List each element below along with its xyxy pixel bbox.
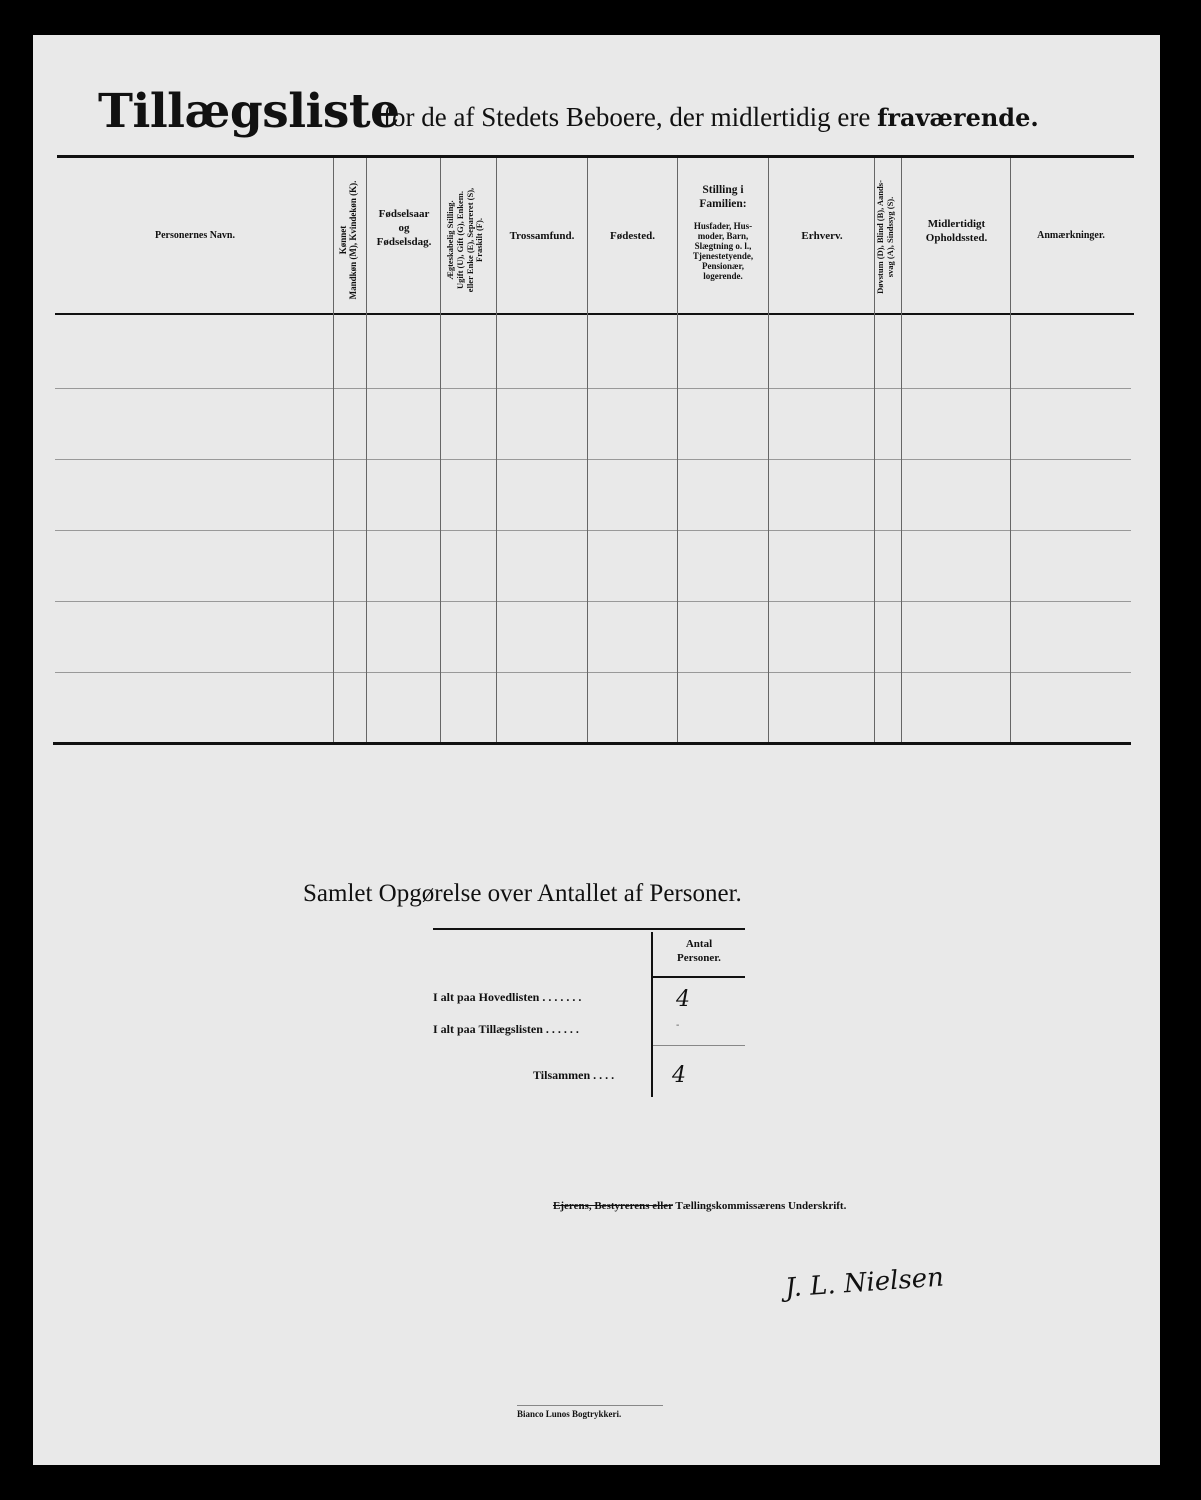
col-header-religion: Trossamfund. — [509, 230, 575, 242]
summary-row-value: - — [676, 1020, 680, 1031]
col-header-name: Personernes Navn. — [155, 230, 235, 241]
form-subtitle — [383, 104, 1039, 131]
col-line — [440, 158, 441, 742]
col-header-temp-residence: Midlertidigt Opholdssted. — [925, 218, 988, 244]
signature-caption — [553, 1200, 846, 1212]
printer-rule — [517, 1405, 663, 1406]
col-line — [496, 158, 497, 742]
col-line — [1010, 158, 1011, 742]
col-header-occupation: Erhverv. — [801, 230, 843, 242]
subtitle-plain: for de af Stedets Beboere, der midlertidig ere — [383, 102, 871, 132]
summary-top-rule — [433, 928, 745, 930]
col-line — [333, 158, 334, 742]
row-line — [55, 388, 1131, 389]
table-bottom-rule — [53, 742, 1131, 745]
col-header-family-detail: Husfader, Hus- moder, Barn, Slægtning o. l., Tjenestetyende, Pensionær, logerende. — [692, 221, 754, 282]
col-header-remarks: Anmærkninger. — [1037, 230, 1105, 241]
summary-row-label: I alt paa Tillægslisten . . . . . . — [433, 1022, 579, 1036]
col-header-sex: Kønnet Mandkøn (M), Kvindekøn (K). — [338, 180, 359, 300]
signature-caption-struck: Ejerens, Bestyrerens eller — [553, 1200, 673, 1212]
col-header-disability: Døvstum (D), Blind (B), Aands- svag (A), Sindssyg (S). — [875, 180, 895, 294]
summary-title: Samlet Opgørelse over Antallet af Personer. — [303, 880, 742, 907]
col-line — [587, 158, 588, 742]
summary-row-label: I alt paa Hovedlisten . . . . . . . — [433, 990, 582, 1004]
census-sheet — [33, 35, 1160, 1465]
printer-imprint: Bianco Lunos Bogtrykkeri. — [517, 1409, 622, 1419]
summary-subtotal-rule — [653, 1045, 745, 1046]
summary-row-label: Tilsammen . . . . — [533, 1068, 615, 1082]
col-line — [768, 158, 769, 742]
row-line — [55, 601, 1131, 602]
col-header-birth: Fødselsaar og Fødselsdag. — [376, 208, 432, 248]
col-header-birthplace: Fødested. — [610, 230, 655, 242]
col-header-family: Stilling i Familien: — [699, 184, 747, 211]
col-line — [901, 158, 902, 742]
summary-row-value: 4 — [672, 1063, 686, 1088]
summary-col-header: Antal Personer. — [677, 938, 721, 964]
row-line — [55, 459, 1131, 460]
signature-caption-text: Tællingskommissærens Underskrift. — [675, 1200, 847, 1212]
signature-handwriting: J. L. Nielsen — [784, 1262, 945, 1304]
row-line — [55, 672, 1131, 673]
summary-col-divider — [651, 932, 653, 1097]
summary-row-value: 4 — [676, 987, 690, 1012]
form-title: Tillægsliste — [98, 84, 400, 139]
subtitle-bold: fraværende. — [877, 103, 1039, 132]
col-header-marital: Ægteskabelig Stilling. Ugift (U), Gift (G), Enkem. eller Enke (E), Separeret (S), Fraskilt (F). — [445, 187, 485, 293]
table-header-rule — [55, 313, 1134, 315]
col-line — [366, 158, 367, 742]
row-line — [55, 530, 1131, 531]
summary-header-rule — [653, 976, 745, 978]
table-top-rule — [57, 155, 1134, 158]
